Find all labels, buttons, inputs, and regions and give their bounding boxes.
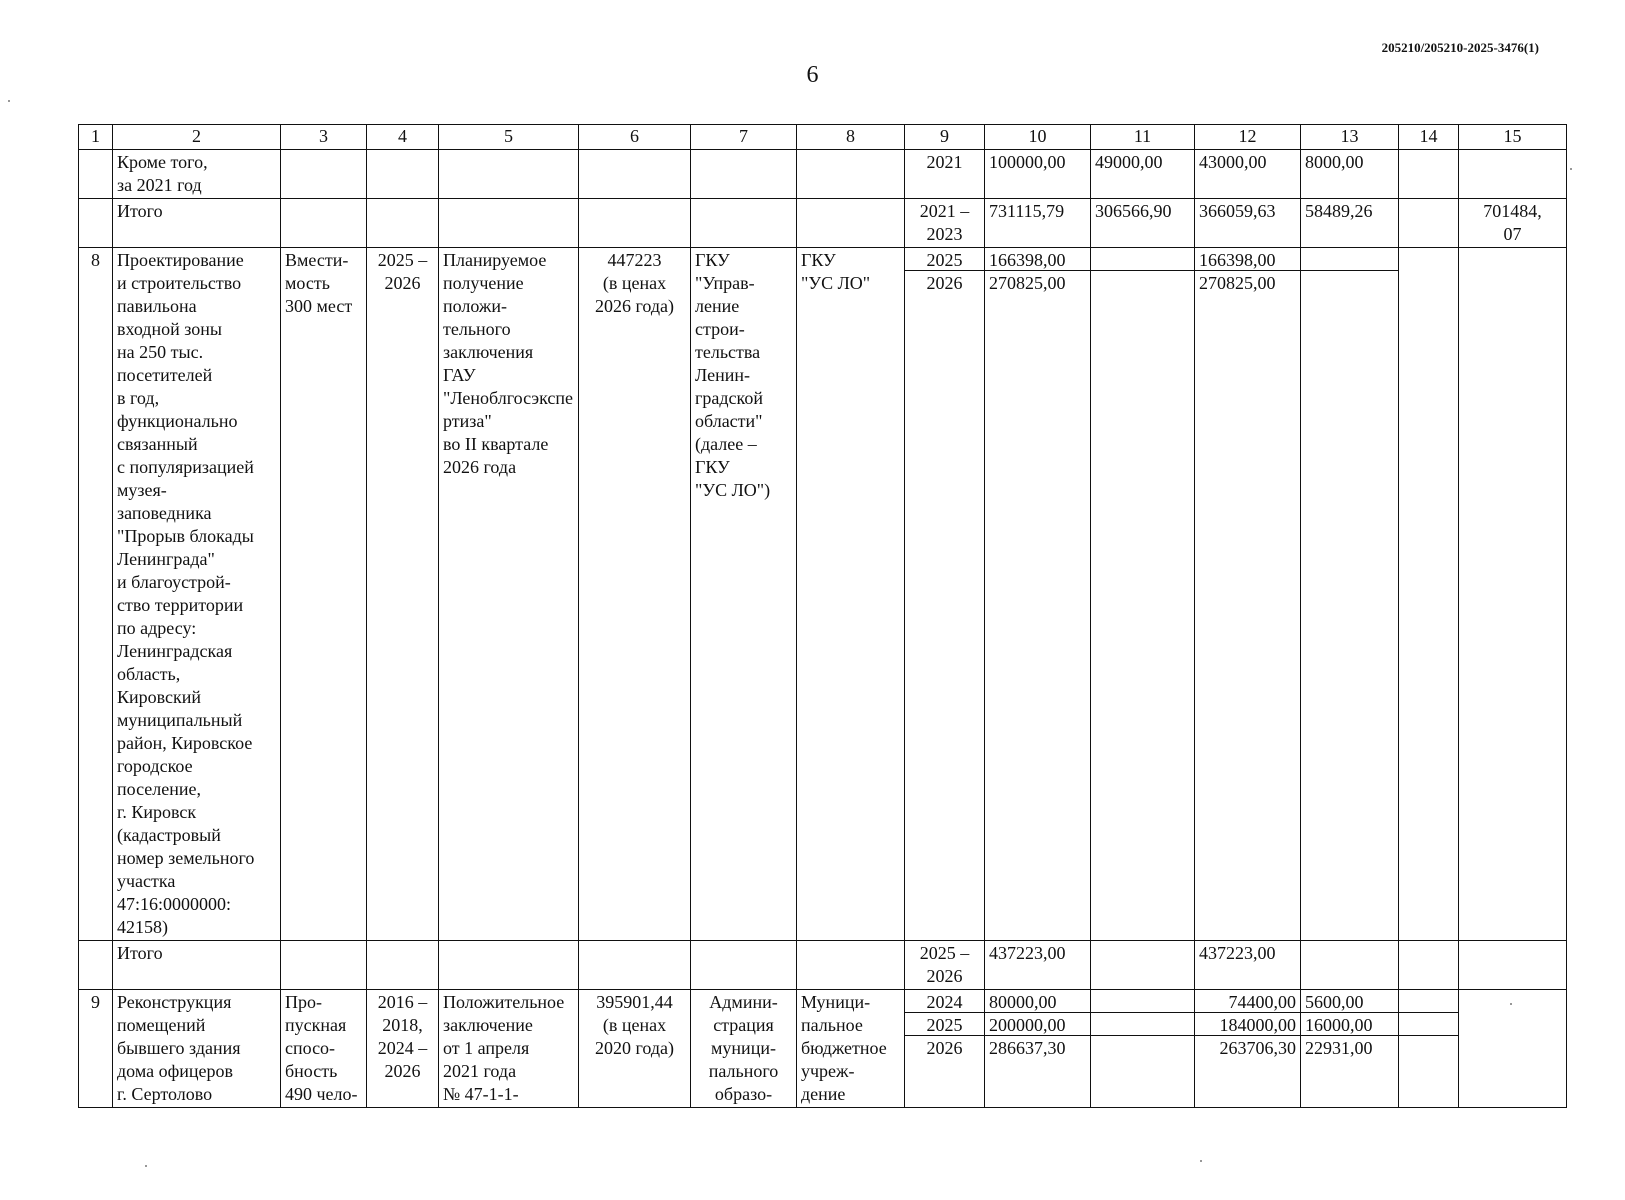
column-header: 15 (1459, 125, 1567, 150)
amount-value: 16000,00 (1301, 1013, 1398, 1036)
amount-value: 270825,00 (1199, 273, 1276, 293)
object-name: Проектирование и строительство павильона входной зоны на 250 тыс. посетителей в год, функционально связанный с популяризацией музея- заповедника "Прорыв блокады Ленинграда" и благоустрой- ство территории по адресу: Ленинградская область, Кировский муниципальный район, Кировское городское поселение, г. Кировск (кадастровый номер земельного участка 47:16:0000000: 42158) (113, 248, 281, 941)
page-number: 6 (806, 62, 819, 88)
investment-table (78, 124, 1567, 1108)
scan-speck (1510, 1003, 1512, 1005)
amount-cell: 58489,26 (1301, 199, 1399, 248)
column-header: 9 (905, 125, 985, 150)
column-header: 3 (281, 125, 367, 150)
column-header: 13 (1301, 125, 1399, 150)
year-value: 2026 (926, 273, 963, 293)
column-number-row (79, 125, 1567, 150)
column-header: 1 (79, 125, 113, 150)
row-number: 8 (79, 248, 113, 941)
document-id: 205210/205210-2025-3476(1) (1381, 40, 1539, 55)
column-header: 14 (1399, 125, 1459, 150)
customer-cell: Админи- страция муници- пального образо- (691, 990, 797, 1108)
table-row-total (79, 199, 1567, 248)
amount-cell (985, 248, 1091, 941)
amount-cell: 100000,00 (985, 150, 1091, 199)
amount-value: 184000,00 (1195, 1013, 1300, 1036)
amount-value: 166398,00 (985, 248, 1090, 271)
column-header: 12 (1195, 125, 1301, 150)
row-label: Кроме того, за 2021 год (113, 150, 281, 199)
column-header: 6 (579, 125, 691, 150)
amount-cell (1301, 990, 1399, 1108)
amount-value: 80000,00 (985, 990, 1090, 1013)
table-row-besides-2021 (79, 150, 1567, 199)
year-value: 2025 (905, 248, 984, 271)
year-cell: 2021 – 2023 (905, 199, 985, 248)
column-header: 4 (367, 125, 439, 150)
table-row-9 (79, 990, 1567, 1108)
amount-cell (1091, 248, 1195, 941)
amount-cell: 437223,00 (1195, 941, 1301, 990)
amount-cell (1301, 248, 1399, 941)
amount-value: 5600,00 (1301, 990, 1398, 1013)
scan-speck (1570, 168, 1572, 170)
amount-value: 74400,00 (1195, 990, 1300, 1013)
year-cell (905, 990, 985, 1108)
amount-cell: 49000,00 (1091, 150, 1195, 199)
column-header: 8 (797, 125, 905, 150)
amount-cell: 8000,00 (1301, 150, 1399, 199)
amount-cell (1091, 990, 1195, 1108)
column-header: 11 (1091, 125, 1195, 150)
table-row-total (79, 941, 1567, 990)
amount-value: 200000,00 (985, 1013, 1090, 1036)
column-header: 2 (113, 125, 281, 150)
cost-cell: 447223 (в ценах 2026 года) (579, 248, 691, 941)
year-value: 2025 (905, 1013, 984, 1036)
year-cell: 2025 – 2026 (905, 941, 985, 990)
amount-cell: 701484, 07 (1459, 199, 1567, 248)
amount-value: 263706,30 (1219, 1038, 1296, 1058)
builder-cell: ГКУ "УС ЛО" (797, 248, 905, 941)
amount-value: 166398,00 (1195, 248, 1300, 271)
amount-cell (985, 990, 1091, 1108)
year-cell (905, 248, 985, 941)
amount-cell: 731115,79 (985, 199, 1091, 248)
customer-cell: ГКУ "Управ- ление строи- тельства Ленин- градской области" (далее – ГКУ "УС ЛО") (691, 248, 797, 941)
scan-speck (8, 100, 10, 102)
amount-cell: 306566,90 (1091, 199, 1195, 248)
expertise-cell: Планируемое получение положи- тельного заключения ГАУ "Леноблгосэкспертиза" во II квартале 2026 года (439, 248, 579, 941)
scan-speck (145, 1165, 147, 1167)
amount-value: 22931,00 (1305, 1038, 1373, 1058)
column-header: 7 (691, 125, 797, 150)
amount-cell (1195, 990, 1301, 1108)
column-header: 10 (985, 125, 1091, 150)
amount-cell: 366059,63 (1195, 199, 1301, 248)
row-label: Итого (113, 941, 281, 990)
amount-cell: 437223,00 (985, 941, 1091, 990)
capacity-cell: Вмести- мость 300 мест (281, 248, 367, 941)
table-row-8 (79, 248, 1567, 941)
amount-value: 270825,00 (989, 273, 1066, 293)
period-cell: 2016 – 2018, 2024 – 2026 (367, 990, 439, 1108)
year-value: 2024 (905, 990, 984, 1013)
amount-cell: 43000,00 (1195, 150, 1301, 199)
period-cell: 2025 – 2026 (367, 248, 439, 941)
builder-cell: Муници- пальное бюджетное учреж- дение (797, 990, 905, 1108)
expertise-cell: Положительное заключение от 1 апреля 2021 года № 47-1-1- (439, 990, 579, 1108)
year-cell: 2021 (905, 150, 985, 199)
row-number: 9 (79, 990, 113, 1108)
year-value: 2026 (926, 1038, 963, 1058)
cost-cell: 395901,44 (в ценах 2020 года) (579, 990, 691, 1108)
scan-speck (1200, 1160, 1202, 1162)
object-name: Реконструкция помещений бывшего здания дома офицеров г. Сертолово (113, 990, 281, 1108)
row-label: Итого (113, 199, 281, 248)
column-header: 5 (439, 125, 579, 150)
amount-cell (1195, 248, 1301, 941)
capacity-cell: Про- пускная спосо- бность 490 чело- (281, 990, 367, 1108)
amount-value: 286637,30 (989, 1038, 1066, 1058)
